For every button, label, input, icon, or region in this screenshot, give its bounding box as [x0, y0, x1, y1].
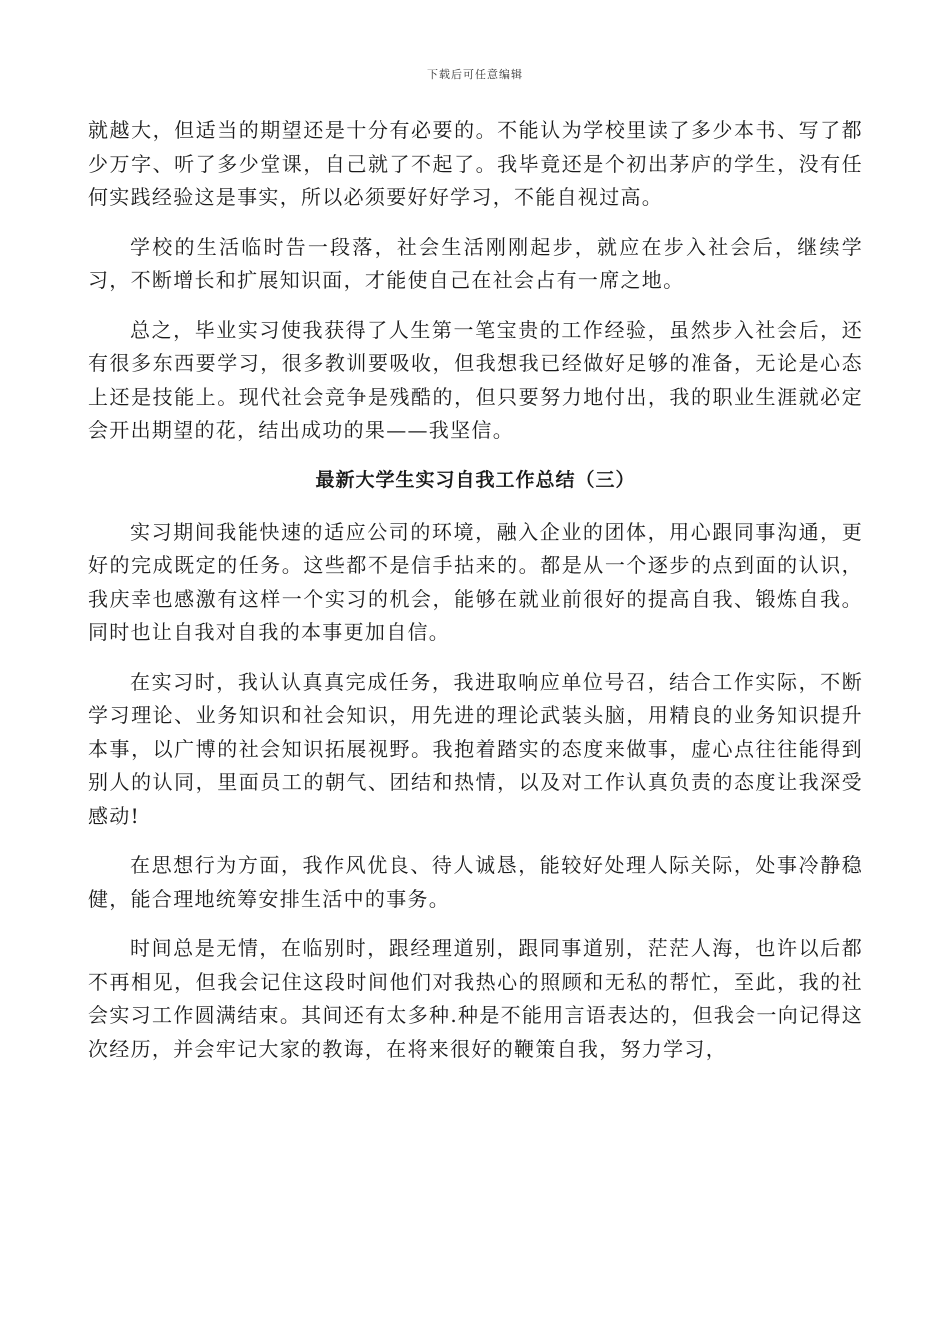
- paragraph-continued: 就越大，但适当的期望还是十分有必要的。不能认为学校里读了多少本书、写了都少万字、听了多少堂课，自己就了不起了。我毕竟还是个初出茅庐的学生，没有任何实践经验这是事实，所以必须要好好学习，不能自视过高。: [88, 118, 863, 209]
- paragraph: 学校的生活临时告一段落，社会生活刚刚起步，就应在步入社会后，继续学习，不断增长和扩展知识面，才能使自己在社会占有一席之地。: [88, 234, 863, 292]
- paragraph: 时间总是无情，在临别时，跟经理道别，跟同事道别，茫茫人海，也许以后都不再相见，但我会记住这段时间他们对我热心的照顾和无私的帮忙，至此，我的社会实习工作圆满结束。其间还有太多种.种是不能用言语表达的，但我会一向记得这次经历，并会牢记大家的教诲，在将来很好的鞭策自我，努力学习，: [88, 936, 863, 1061]
- paragraph: 在实习时，我认认真真完成任务，我进取响应单位号召，结合工作实际，不断学习理论、业务知识和社会知识，用先进的理论武装头脑，用精良的业务知识提升本事，以广博的社会知识拓展视野。我抱着踏实的态度来做事，虚心点往往能得到别人的认同，里面员工的朝气、团结和热情，以及对工作认真负责的态度让我深受感动!: [88, 669, 863, 828]
- section-title: 最新大学生实习自我工作总结（三）: [315, 468, 636, 491]
- paragraph: 在思想行为方面，我作风优良、待人诚恳，能较好处理人际关际，处事冷静稳健，能合理地统筹安排生活中的事务。: [88, 853, 863, 911]
- page-header-note: 下载后可任意编辑: [427, 68, 523, 81]
- paragraph: 实习期间我能快速的适应公司的环境，融入企业的团体，用心跟同事沟通，更好的完成既定的任务。这些都不是信手拈来的。都是从一个逐步的点到面的认识，我庆幸也感激有这样一个实习的机会，能够在就业前很好的提高自我、锻炼自我。同时也让自我对自我的本事更加自信。: [88, 519, 863, 644]
- document-body: [88, 114, 863, 1082]
- paragraph: 总之，毕业实习使我获得了人生第一笔宝贵的工作经验，虽然步入社会后，还有很多东西要学习，很多教训要吸收，但我想我已经做好足够的准备，无论是心态上还是技能上。现代社会竞争是残酷的，但只要努力地付出，我的职业生涯就必定会开出期望的花，结出成功的果——我坚信。: [88, 317, 863, 442]
